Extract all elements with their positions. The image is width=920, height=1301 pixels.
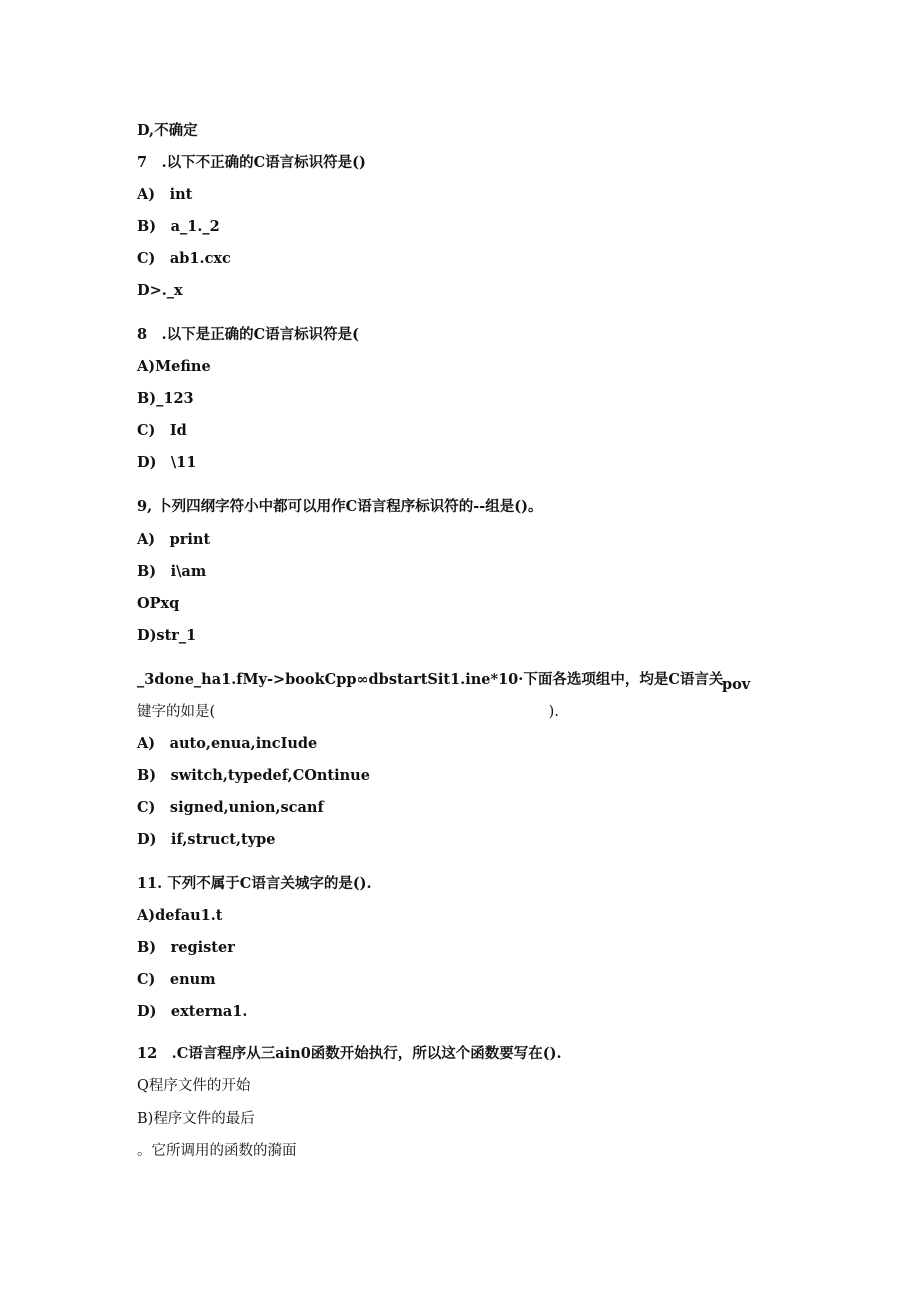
q9-option-a: A) print — [137, 531, 211, 548]
q12-option-b: B)程序文件的最后 — [137, 1111, 255, 1127]
question-8: 8 .以下是正确的C语言标识符是( — [137, 326, 360, 343]
question-12: 12 .C语言程序从三ain0函数开始执行，所以这个函数要写在(). — [137, 1045, 562, 1062]
q11-option-a: A)defau1.t — [137, 907, 223, 924]
question-11: 11. 下列不属于C语言关城字的是(). — [137, 875, 372, 892]
q10-option-d: D) if,struct,type — [137, 831, 276, 848]
question-10-line-2: 键字的如是( ). — [137, 704, 559, 720]
q9-option-b: B) i\am — [137, 563, 207, 580]
q11-option-d: D) externa1. — [137, 1003, 248, 1020]
q12-option-c: 。它所调用的函数的漪面 — [137, 1143, 297, 1159]
q11-option-b: B) register — [137, 939, 235, 956]
question-9: 9, 卜列四纲字符小中都可以用作C语言程序标识符的--组是()。 — [137, 498, 543, 515]
q7-option-b: B) a_1._2 — [137, 218, 220, 235]
q7-option-a: A) int — [137, 186, 193, 203]
side-fragment: pov — [722, 676, 751, 693]
q6-option-d: D,不确定 — [137, 122, 198, 139]
q8-option-a: A)Mefine — [137, 358, 211, 375]
q9-option-c: OPxq — [137, 595, 180, 612]
q10-option-c: C) signed,union,scanf — [137, 799, 324, 816]
q8-option-d: D) \11 — [137, 454, 197, 471]
q12-option-a: Q程序文件的开始 — [137, 1078, 251, 1094]
q7-option-c: C) ab1.cxc — [137, 250, 231, 267]
q7-option-d: D>._x — [137, 282, 183, 299]
q9-option-d: D)str_1 — [137, 627, 197, 644]
q10-option-a: A) auto,enua,incIude — [137, 735, 318, 752]
q8-option-b: B)_123 — [137, 390, 194, 407]
q8-option-c: C) Id — [137, 422, 187, 439]
q11-option-c: C) enum — [137, 971, 216, 988]
q10-option-b: B) switch,typedef,COntinue — [137, 767, 370, 784]
question-7: 7 .以下不正确的C语言标识符是() — [137, 154, 366, 171]
question-10-line-1: _3done_ha1.fMy->bookCpp∞dbstartSit1.ine*10·下面各选项组中，均是C语言关 — [137, 671, 724, 688]
